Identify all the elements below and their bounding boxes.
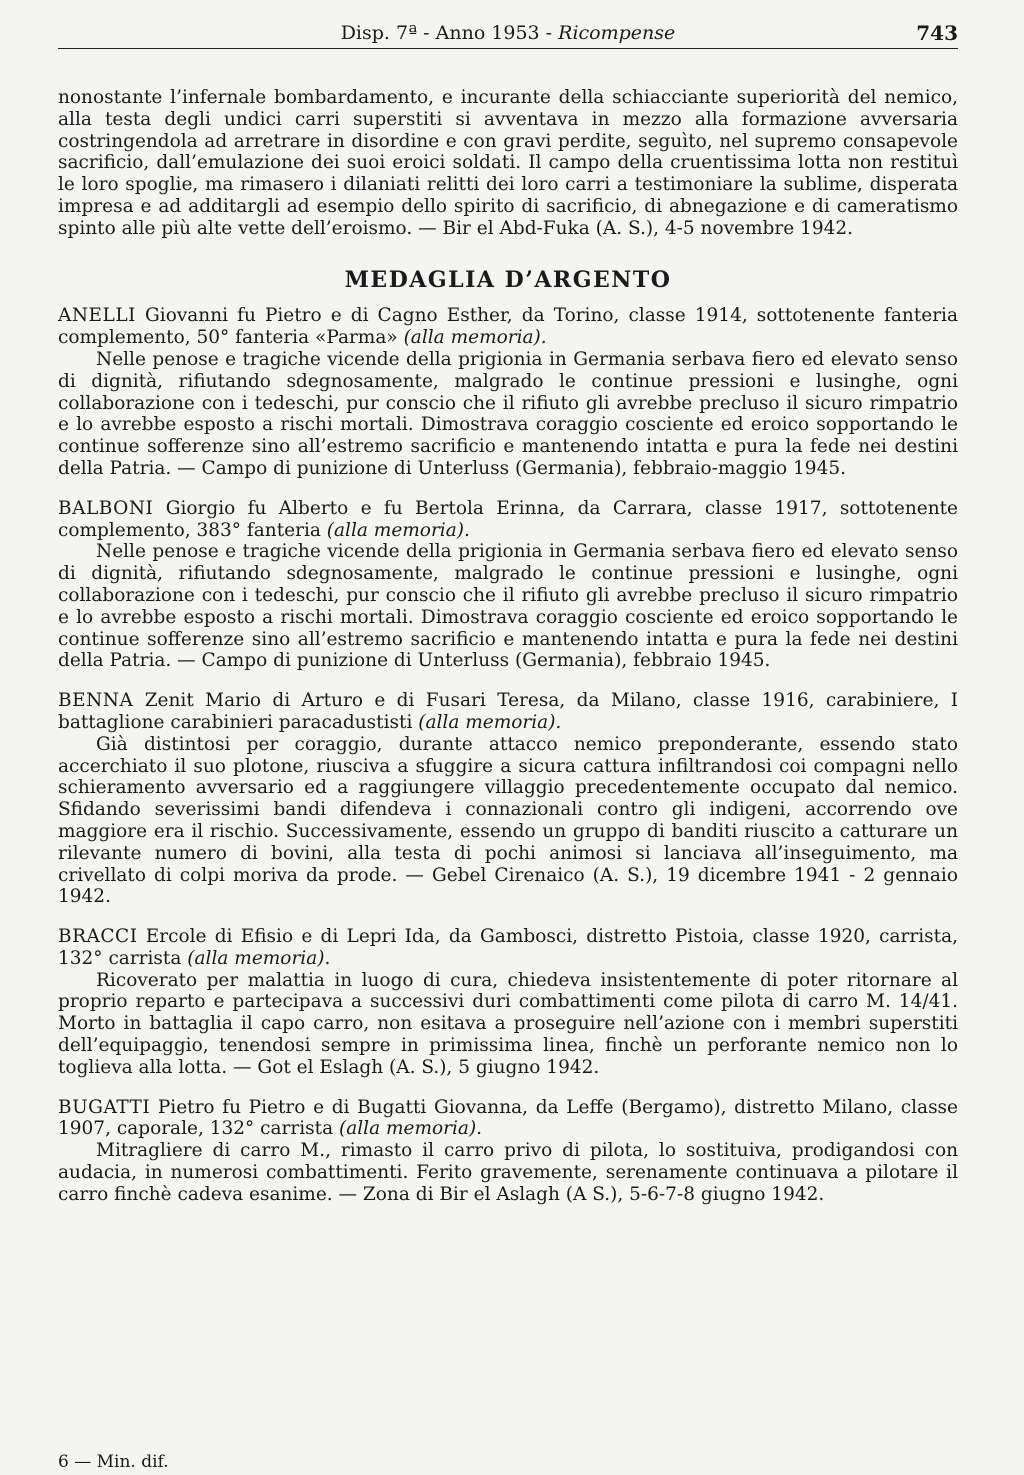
entry-motivation: Già distintosi per coraggio, durante attacco nemico preponderante, essendo stato accerchiato il suo plotone, riusciva a sfuggire a sicura cattura infiltrandosi coi compagni nello schieramento avversario ed a raggiungere villaggio precedentemente occupato dal nemico. Sfidando severissimi bandi difendeva i connazionali contro gli indigeni, accorrendo ove maggiore era il rischio. Successivamente, essendo un gruppo di banditi riuscito a catturare un rilevante numero di bovini, alla testa di pochi animosi si lanciava all’inseguimento, ma crivellato di colpi moriva da prode. — Gebel Cirenaico (A. S.), 19 dicembre 1941 - 2 gennaio 1942.: [58, 733, 958, 908]
memoria-note: (alla memoria).: [339, 1118, 483, 1140]
page-header: [58, 18, 958, 49]
page-footer: 6 — Min. dif.: [58, 1452, 169, 1472]
recipient-surname: ANELLI: [58, 305, 136, 327]
memoria-note: (alla memoria).: [418, 711, 562, 733]
running-head-prefix: Disp. 7ª - Anno 1953 -: [340, 22, 559, 44]
recipient-surname: BALBONI: [58, 497, 154, 519]
recipient-surname: BENNA: [58, 690, 134, 712]
entry-motivation: Nelle penose e tragiche vicende della prigionia in Germania serbava fiero ed elevato senso di dignità, rifiutando sdegnosamente, malgrado le continue pressioni e lusinghe, ogni collaborazione con i tedeschi, pur conscio che il rifiuto gli avrebbe precluso il sicuro rimpatrio e lo avrebbe esposto a rischi mortali. Dimostrava coraggio cosciente ed eroico sopportando le continue sofferenze sino all’estremo sacrificio e mantenendo intatta e pura la fede nei destini della Patria. — Campo di punizione di Unterluss (Germania), febbraio-maggio 1945.: [58, 348, 958, 479]
memoria-note: (alla memoria).: [326, 519, 470, 541]
memoria-note: (alla memoria).: [403, 327, 547, 349]
award-entry: [58, 498, 958, 672]
entry-heading: [58, 1097, 958, 1141]
recipient-details: Zenit Mario di Arturo e di Fusari Teresa, da Milano, classe 1916, carabiniere, I battaglione carabinieri paracadustisti: [58, 690, 958, 733]
award-entry: [58, 690, 958, 908]
entry-heading: [58, 305, 958, 349]
running-head: [341, 22, 676, 48]
entry-motivation: Mitragliere di carro M., rimasto il carro privo di pilota, lo sostituiva, prodigandosi con audacia, in numerosi combattimenti. Ferito gravemente, serenamente continuava a pilotare il carro finchè cadeva esanime. — Zona di Bir el Aslagh (A S.), 5-6-7-8 giugno 1942.: [58, 1140, 958, 1205]
recipient-details: Pietro fu Pietro e di Bugatti Giovanna, da Leffe (Bergamo), distretto Milano, classe 1907, caporale, 132° carrista: [58, 1096, 958, 1140]
entry-motivation: Nelle penose e tragiche vicende della prigionia in Germania serbava fiero ed elevato senso di dignità, rifiutando sdegnosamente, malgrado le continue pressioni e lusinghe, ogni collaborazione con i tedeschi, pur conscio che il rifiuto gli avrebbe precluso il sicuro rimpatrio e lo avrebbe esposto a rischi mortali. Dimostrava coraggio cosciente ed eroico sopportando le continue sofferenze sino all’estremo sacrificio e mantenendo intatta e pura la fede nei destini della Patria. — Campo di punizione di Unterluss (Germania), febbraio 1945.: [58, 541, 958, 672]
recipient-surname: BUGATTI: [58, 1096, 151, 1118]
memoria-note: (alla memoria).: [187, 947, 331, 969]
recipient-details: Ercole di Efisio e di Lepri Ida, da Gambosci, distretto Pistoia, classe 1920, carrista, 132° carrista: [58, 926, 958, 969]
entry-heading: [58, 498, 958, 542]
recipient-surname: BRACCI: [58, 926, 138, 948]
entry-heading: [58, 926, 958, 970]
running-head-section: Ricompense: [558, 22, 676, 44]
page-body: [58, 87, 958, 1206]
intro-paragraph: nonostante l’infernale bombardamento, e incurante della schiacciante superiorità del nemico, alla testa degli undici carri superstiti si avventava in mezzo alla formazione avversaria costringendola ad arretrare in disordine e con gravi perdite, seguìto, nel supremo consapevole sacrificio, dall’emulazione dei suoi eroici soldati. Il campo della cruentissima lotta non restituì le loro spoglie, ma rimasero i dilaniati relitti dei loro carri a testimoniare la sublime, disperata impresa e ad additargli ad esempio dello spirito di sacrificio, di abnegazione e di cameratismo spinto alle più alte vette dell’eroismo. — Bir el Abd-Fuka (A. S.), 4-5 novembre 1942.: [58, 87, 958, 239]
page-number: 743: [916, 21, 958, 45]
award-entry: [58, 305, 958, 479]
award-entry: [58, 1097, 958, 1206]
recipient-details: Giovanni fu Pietro e di Cagno Esther, da Torino, classe 1914, sottotenente fanteria complemento, 50° fanteria «Parma»: [58, 305, 958, 349]
award-entry: [58, 926, 958, 1079]
entry-heading: [58, 690, 958, 734]
entry-motivation: Ricoverato per malattia in luogo di cura, chiedeva insistentemente di poter ritornare al proprio reparto e partecipava a successivi duri combattimenti come pilota di carro M. 14/41. Morto in battaglia il capo carro, non esitava a proseguire nell’azione con i membri superstiti dell’equipaggio, tenendosi sempre in primissima linea, finchè un perforante nemico non lo toglieva alla lotta. — Got el Eslagh (A. S.), 5 giugno 1942.: [58, 969, 958, 1078]
section-title: MEDAGLIA D’ARGENTO: [344, 266, 672, 293]
recipient-details: Giorgio fu Alberto e fu Bertola Erinna, da Carrara, classe 1917, sottotenente complemento, 383° fanteria: [58, 497, 958, 541]
